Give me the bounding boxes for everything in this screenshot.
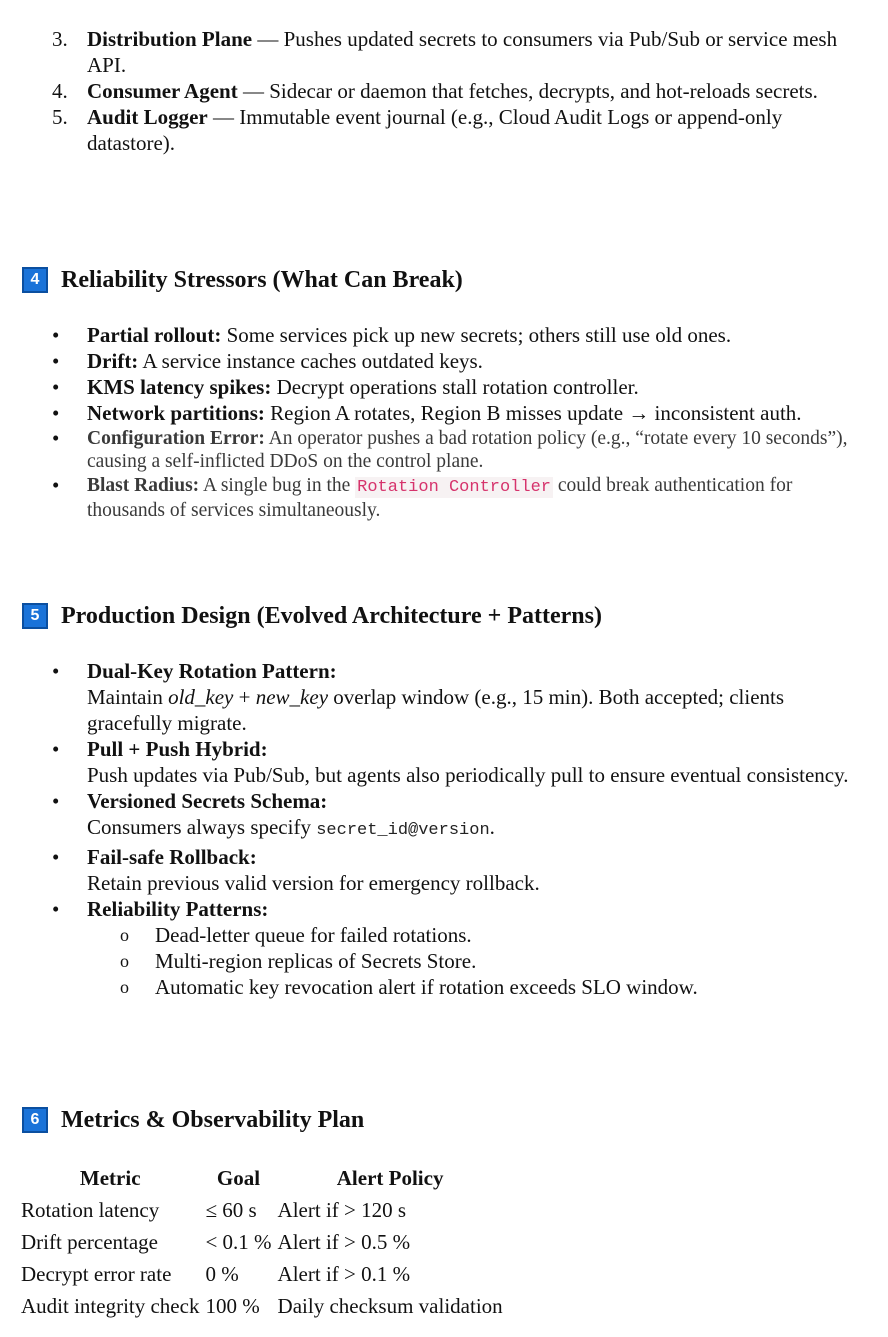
item-text: overlap window (e.g., 15 min). Both accepted; clients gracefully migrate. <box>87 685 785 735</box>
list-item <box>0 474 888 522</box>
inline-code: secret_id@version <box>316 821 490 840</box>
column-header: Metric <box>79 1165 141 1190</box>
component-list <box>0 26 888 156</box>
bullet-icon: • <box>52 323 60 347</box>
column-header: Goal <box>216 1165 261 1190</box>
item-text: An operator pushes a bad rotation policy (e.g., “rotate every 10 seconds”), causing a self-inflicted DDoS on the control plane. <box>87 428 848 472</box>
list-item <box>0 844 888 896</box>
item-emphasis: old_key <box>168 685 234 709</box>
section-number-badge: 4 <box>22 267 48 293</box>
sub-list-item <box>87 948 864 974</box>
sub-list-item <box>87 922 864 948</box>
section-number-badge: 6 <box>22 1107 48 1133</box>
item-term: Network partitions: <box>87 401 265 425</box>
list-item <box>0 736 888 788</box>
alert-policy-cell: Alert if > 0.1 % <box>277 1261 411 1286</box>
section-title: Metrics & Observability Plan <box>61 1107 365 1133</box>
goal-cell: 0 % <box>205 1261 239 1286</box>
sub-item-text: Multi-region replicas of Secrets Store. <box>155 949 477 973</box>
item-text: . <box>489 815 495 839</box>
list-item <box>0 78 888 104</box>
list-term: Audit Logger <box>87 105 208 129</box>
item-term: KMS latency spikes: <box>87 375 272 399</box>
list-number: 4. <box>52 79 68 103</box>
item-text: Push updates via Pub/Sub, but agents also periodically pull to ensure eventual consistency. <box>87 763 849 787</box>
section-number-badge: 5 <box>22 603 48 629</box>
design-patterns-list <box>0 658 888 1000</box>
metric-cell: Audit integrity check <box>21 1293 200 1318</box>
bullet-icon: • <box>52 401 60 425</box>
sub-list <box>87 922 864 1000</box>
metric-cell: Decrypt error rate <box>21 1261 172 1286</box>
sub-item-text: Dead-letter queue for failed rotations. <box>155 923 472 947</box>
item-term: Partial rollout: <box>87 323 222 347</box>
goal-cell: < 0.1 % <box>205 1229 272 1254</box>
list-number: 3. <box>52 27 68 51</box>
item-text: Decrypt operations stall rotation controller. <box>271 375 639 399</box>
item-term: Fail-safe Rollback: <box>87 845 257 869</box>
item-text: Maintain <box>87 685 169 709</box>
item-text: could break authentication for thousands of services simultaneously. <box>87 475 793 521</box>
bullet-icon: • <box>52 659 60 683</box>
list-number: 5. <box>52 105 68 129</box>
bullet-icon: • <box>52 349 60 373</box>
list-item <box>0 788 888 844</box>
sub-list-item <box>87 974 864 1000</box>
list-text: — Pushes updated secrets to consumers via Pub/Sub or service mesh API. <box>87 27 838 77</box>
list-item <box>0 348 888 374</box>
list-item <box>0 658 888 736</box>
metric-cell: Drift percentage <box>21 1229 159 1254</box>
section-5-heading <box>22 601 602 631</box>
bullet-icon: • <box>52 789 60 813</box>
sub-item-text: Automatic key revocation alert if rotation exceeds SLO window. <box>155 975 698 999</box>
item-term: Dual-Key Rotation Pattern: <box>87 659 337 683</box>
item-emphasis: new_key <box>255 685 329 709</box>
item-text: Consumers always specify <box>87 815 317 839</box>
item-text: Retain previous valid version for emergency rollback. <box>87 871 540 895</box>
item-term: Versioned Secrets Schema: <box>87 789 328 813</box>
list-item <box>0 322 888 348</box>
item-text: + <box>233 685 256 709</box>
item-text: Some services pick up new secrets; others still use old ones. <box>221 323 732 347</box>
table-header-row <box>18 1162 506 1194</box>
bullet-icon: • <box>52 426 60 450</box>
bullet-icon: • <box>52 375 60 399</box>
list-term: Consumer Agent <box>87 79 238 103</box>
metrics-table <box>18 1162 506 1322</box>
metric-cell: Rotation latency <box>21 1197 160 1222</box>
table-row <box>18 1194 506 1226</box>
inline-code: Rotation Controller <box>357 478 551 497</box>
goal-cell: 100 % <box>205 1293 260 1318</box>
section-4-heading <box>22 265 463 295</box>
list-text: — Immutable event journal (e.g., Cloud Audit Logs or append-only datastore). <box>87 105 783 155</box>
list-item <box>0 104 888 156</box>
list-item <box>0 427 888 473</box>
list-item <box>0 374 888 400</box>
bullet-icon: • <box>52 473 60 497</box>
bullet-icon: • <box>52 897 60 921</box>
section-title: Reliability Stressors (What Can Break) <box>61 267 463 293</box>
alert-policy-cell: Alert if > 0.5 % <box>277 1229 411 1254</box>
bullet-icon: • <box>52 737 60 761</box>
item-term: Reliability Patterns: <box>87 897 269 921</box>
goal-cell: ≤ 60 s <box>205 1197 257 1222</box>
table-row <box>18 1290 506 1322</box>
item-term: Blast Radius: <box>87 475 200 496</box>
hollow-bullet-icon: o <box>120 951 129 971</box>
section-title: Production Design (Evolved Architecture + Patterns) <box>61 603 602 629</box>
list-item <box>0 400 888 426</box>
item-text: A single bug in the <box>199 475 356 496</box>
bullet-icon: • <box>52 845 60 869</box>
item-text: A service instance caches outdated keys. <box>138 349 483 373</box>
column-header: Alert Policy <box>336 1165 444 1190</box>
item-term: Pull + Push Hybrid: <box>87 737 268 761</box>
alert-policy-cell: Alert if > 120 s <box>277 1197 407 1222</box>
section-6-heading <box>22 1105 364 1135</box>
alert-policy-cell: Daily checksum validation <box>277 1293 503 1318</box>
list-item <box>0 896 888 1000</box>
item-text: Region A rotates, Region B misses update → inconsistent auth. <box>264 401 802 425</box>
hollow-bullet-icon: o <box>120 925 129 945</box>
list-item <box>0 26 888 78</box>
table-row <box>18 1258 506 1290</box>
table-row <box>18 1226 506 1258</box>
item-term: Configuration Error: <box>87 428 265 449</box>
list-term: Distribution Plane <box>87 27 253 51</box>
stressors-list <box>0 322 888 522</box>
list-text: — Sidecar or daemon that fetches, decrypts, and hot-reloads secrets. <box>237 79 818 103</box>
item-term: Drift: <box>87 349 139 373</box>
hollow-bullet-icon: o <box>120 977 129 997</box>
